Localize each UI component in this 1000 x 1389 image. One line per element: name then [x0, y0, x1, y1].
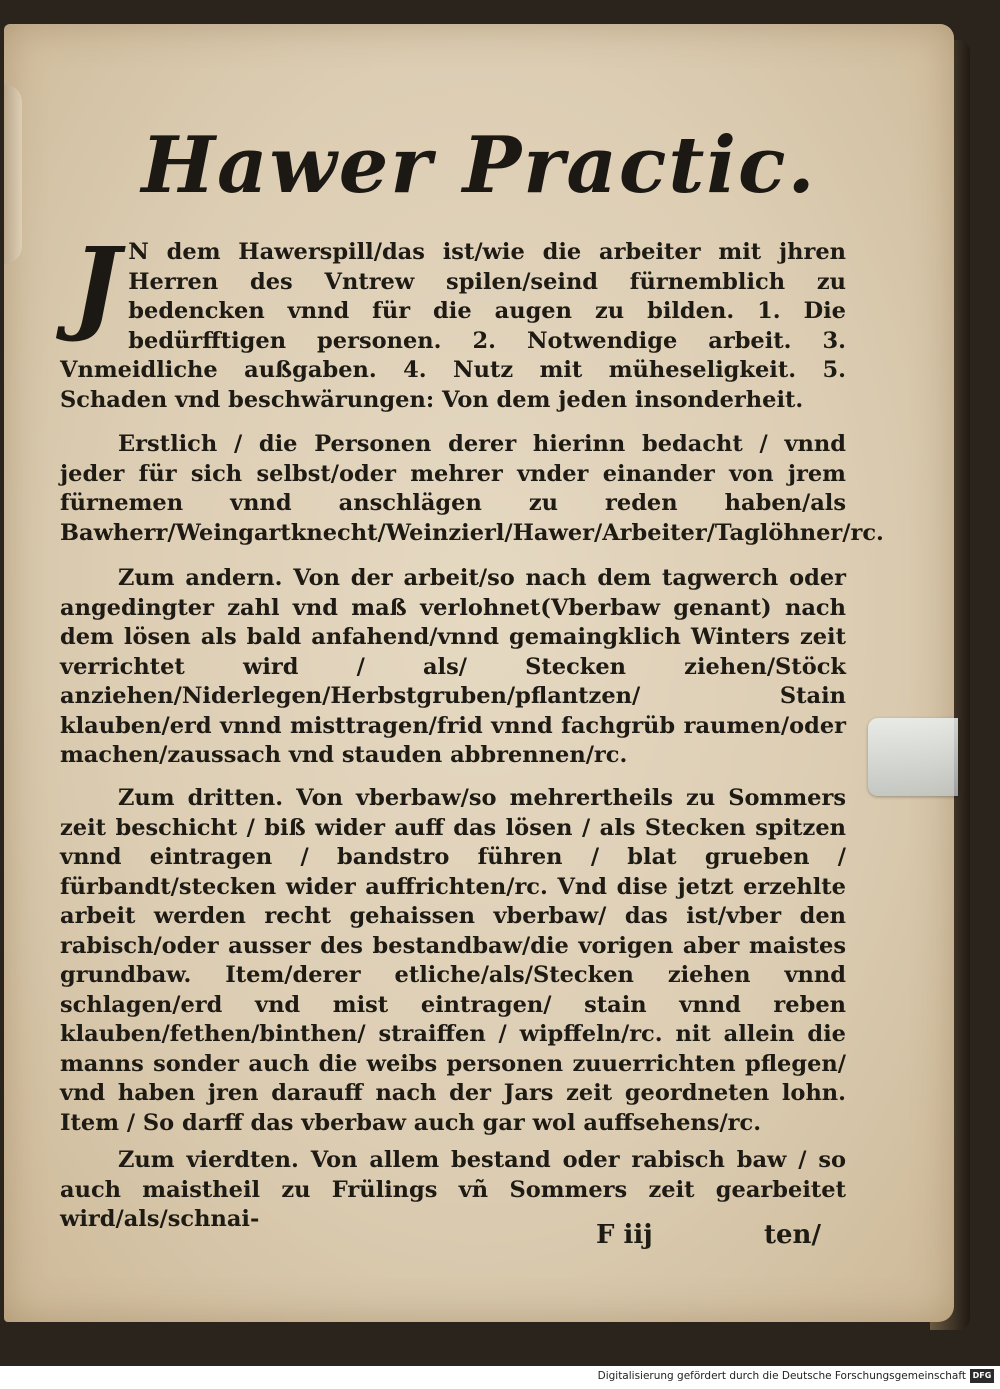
paragraph-zum-andern [60, 564, 846, 771]
catchword: ten/ [764, 1220, 821, 1250]
bookmark-tab [868, 718, 958, 796]
paragraph-zum-dritten [60, 784, 846, 1138]
paragraph-text: Erstlich / die Personen derer hierinn bedacht / vnnd jeder für sich selbst/oder mehrer vnder einander von jrem fürnemen vnnd anschlägen zu reden haben/als Bawherr/Weingartknecht/Weinzierl/Hawer/Arbeiter/Taglöhner/rc. [60, 431, 884, 546]
dfg-logo-icon: DFG [970, 1369, 994, 1383]
intro-paragraph [60, 225, 846, 415]
paragraph-text: Zum dritten. Von vberbaw/so mehrertheils zu Sommers zeit beschicht / biß wider auff das lösen / als Stecken spitzen vnnd eintragen / bandstro führen / blat grueben / fürbandt/stecken wider auffrichten/rc. Vnd dise jetzt erzehlte arbeit werden recht gehaissen vberbaw/ das ist/vber den rabisch/oder ausser des bestandbaw/die vorigen aber maistes grundbaw. Item/derer etliche/als/Stecken ziehen vnnd schlagen/erd vnd mist eintragen/ stain vnnd reben klauben/fethen/binthen/ straiffen / wipffeln/rc. nit allein die manns sonder auch die weibs personen zuuerrichten pflegen/ vnd haben jren darauff nach der Jars zeit geordneten lohn. Item / So darff das vberbaw auch gar wol auffsehens/rc. [60, 785, 846, 1136]
page-title: Hawer Practic. [141, 120, 817, 211]
paragraph-text: N dem Hawerspill/das ist/wie die arbeiter mit jhren Herren des Vntrew spilen/seind fürnemblich zu bedencken vnnd für die augen zu bilden. 1. Die bedürfftigen personen. 2. Notwendige arbeit. 3. Vnmeidliche außgaben. 4. Nutz mit müheseligkeit. 5. Schaden vnd beschwärungen: Von dem jeden insonderheit. [60, 239, 846, 413]
paragraph-erstlich [60, 430, 884, 548]
footer-credit: Digitalisierung gefördert durch die Deutsche Forschungsgemeinschaft [597, 1370, 966, 1382]
book-page [4, 24, 954, 1322]
paragraph-text: Zum andern. Von der arbeit/so nach dem tagwerch oder angedingter zahl vnd maß verlohnet(Vberbaw genant) nach dem lösen als bald anfahend/vnnd gemaingklich Winters zeit verrichtet wird / als/ Stecken ziehen/Stöck anziehen/Niderlegen/Herbstgruben/pflantzen/ Stain klauben/erd vnnd misttragen/frid vnnd fachgrüb raumen/oder machen/zaussach vnd stauden abbrennen/rc. [60, 565, 846, 768]
signature-mark: F iij [596, 1220, 653, 1250]
paragraph-text: Zum vierdten. Von allem bestand oder rabisch baw / so auch maistheil zu Frülings vñ Sommers zeit gearbeitet wird/als/schnai- [60, 1147, 846, 1232]
paragraph-zum-vierdten [60, 1146, 846, 1235]
drop-cap: J [72, 225, 121, 345]
